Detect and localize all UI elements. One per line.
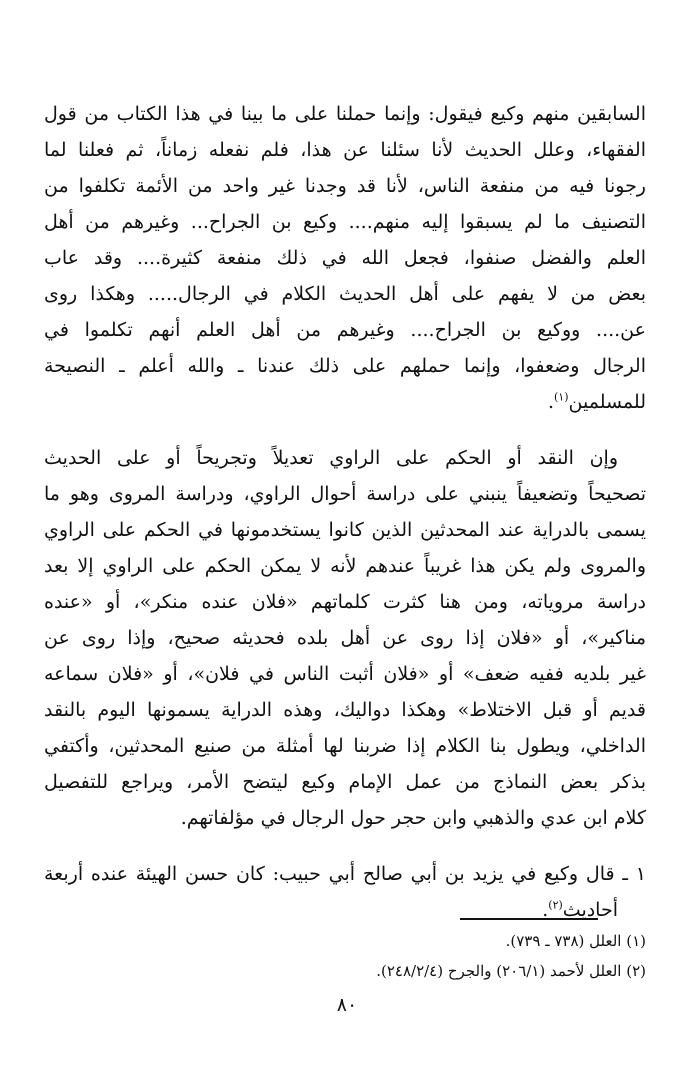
footnotes bbox=[44, 926, 646, 986]
line-text: للمسلمين bbox=[568, 391, 646, 413]
text-line: رجونا فيه من منفعة الناس، لأنا قد وجدنا غير واحد من الأئمة تكلفوا من bbox=[44, 175, 646, 197]
text-line bbox=[44, 892, 646, 928]
text-line: دراسة مروياته، ومن هنا كثرت كلماتهم «فلان عنده منكر»، أو «عنده bbox=[44, 591, 646, 613]
text-line: التصنيف ما لم يسبقوا إليه منهم.... وكيع بن الجراح... وغيرهم من أهل bbox=[44, 211, 646, 233]
text-line: يسمى بالدراية عند المحدثين الذين كانوا يستخدمونها في الحكم على الراوي bbox=[44, 519, 646, 541]
text-line: الرجال وضعفوا، وإنما حملهم على ذلك عندنا ـ والله أعلم ـ النصيحة bbox=[44, 355, 646, 377]
text-line: الفقهاء، وعلل الحديث لأنا سئلنا عن هذا، فلم نفعله زماناً، ثم فعلنا لما bbox=[44, 139, 646, 161]
paragraph-1 bbox=[44, 96, 646, 420]
line-text: أحاديث bbox=[562, 899, 618, 921]
text-line: غير بلديه ففيه ضعف» أو «فلان أثبت الناس في فلان»، أو «فلان سماعه bbox=[44, 663, 646, 685]
paragraph-2 bbox=[44, 440, 646, 836]
text-line: مناكير»، أو «فلان إذا روى عن أهل بلده فحديثه صحيح، وإذا روى عن bbox=[44, 627, 646, 649]
footnote-divider bbox=[460, 918, 598, 920]
text-line: قديم أو قبل الاختلاط» وهكذا دواليك، وهذه الدراية يسمونها اليوم بالنقد bbox=[44, 699, 646, 721]
body-text bbox=[44, 96, 646, 928]
text-line: الداخلي، ويطول بنا الكلام إذا ضربنا لها أمثلة من صنيع المحدثين، وأكتفي bbox=[44, 735, 646, 757]
text-line: بعض من لا يفهم على أهل الحديث الكلام في الرجال..... وهكذا روى bbox=[44, 283, 646, 305]
text-line: بذكر بعض النماذج من عمل الإمام وكيع ليتضح الأمر، ويراجع للتفصيل bbox=[44, 771, 646, 793]
line-end: . bbox=[542, 899, 549, 921]
text-line: السابقين منهم وكيع فيقول: وإنما حملنا على ما بينا في هذا الكتاب من قول bbox=[44, 103, 646, 125]
page-number: ٨٠ bbox=[336, 994, 358, 1016]
footnote-ref: (١) bbox=[554, 390, 569, 404]
footnote: (٢) العلل لأحمد (٢٠٦/١) والجرح (٢٤٨/٢/٤). bbox=[376, 962, 646, 980]
text-line: والمروى ولم يكن هذا غريباً عندهم لأنه لا يمكن الحكم على الراوي إلا بعد bbox=[44, 555, 646, 577]
footnote-ref: (٢) bbox=[548, 898, 563, 912]
text-line: ١ ـ قال وكيع في يزيد بن أبي صالح أبي حبيب: كان حسن الهيئة عنده أربعة bbox=[44, 863, 646, 885]
text-line: كلام ابن عدي والذهبي وابن حجر حول الرجال في مؤلفاتهم. bbox=[180, 807, 646, 829]
line-end: . bbox=[547, 391, 554, 413]
text-line bbox=[44, 384, 646, 420]
text-line: تصحيحاً وتضعيفاً ينبني على دراسة أحوال الراوي، ودراسة المروى وهو ما bbox=[44, 483, 646, 505]
text-line: عن.... ووكيع بن الجراح.... وغيرهم من أهل العلم أنهم تكلموا في bbox=[44, 319, 646, 341]
text-line: العلم والفضل صنفوا، فجعل الله في ذلك منفعة كثيرة.... وقد عاب bbox=[44, 247, 646, 269]
footnote: (١) العلل (٧٣٨ ـ ٧٣٩). bbox=[505, 932, 646, 950]
text-line: وإن النقد أو الحكم على الراوي تعديلاً وتجريحاً أو على الحديث bbox=[44, 447, 618, 469]
